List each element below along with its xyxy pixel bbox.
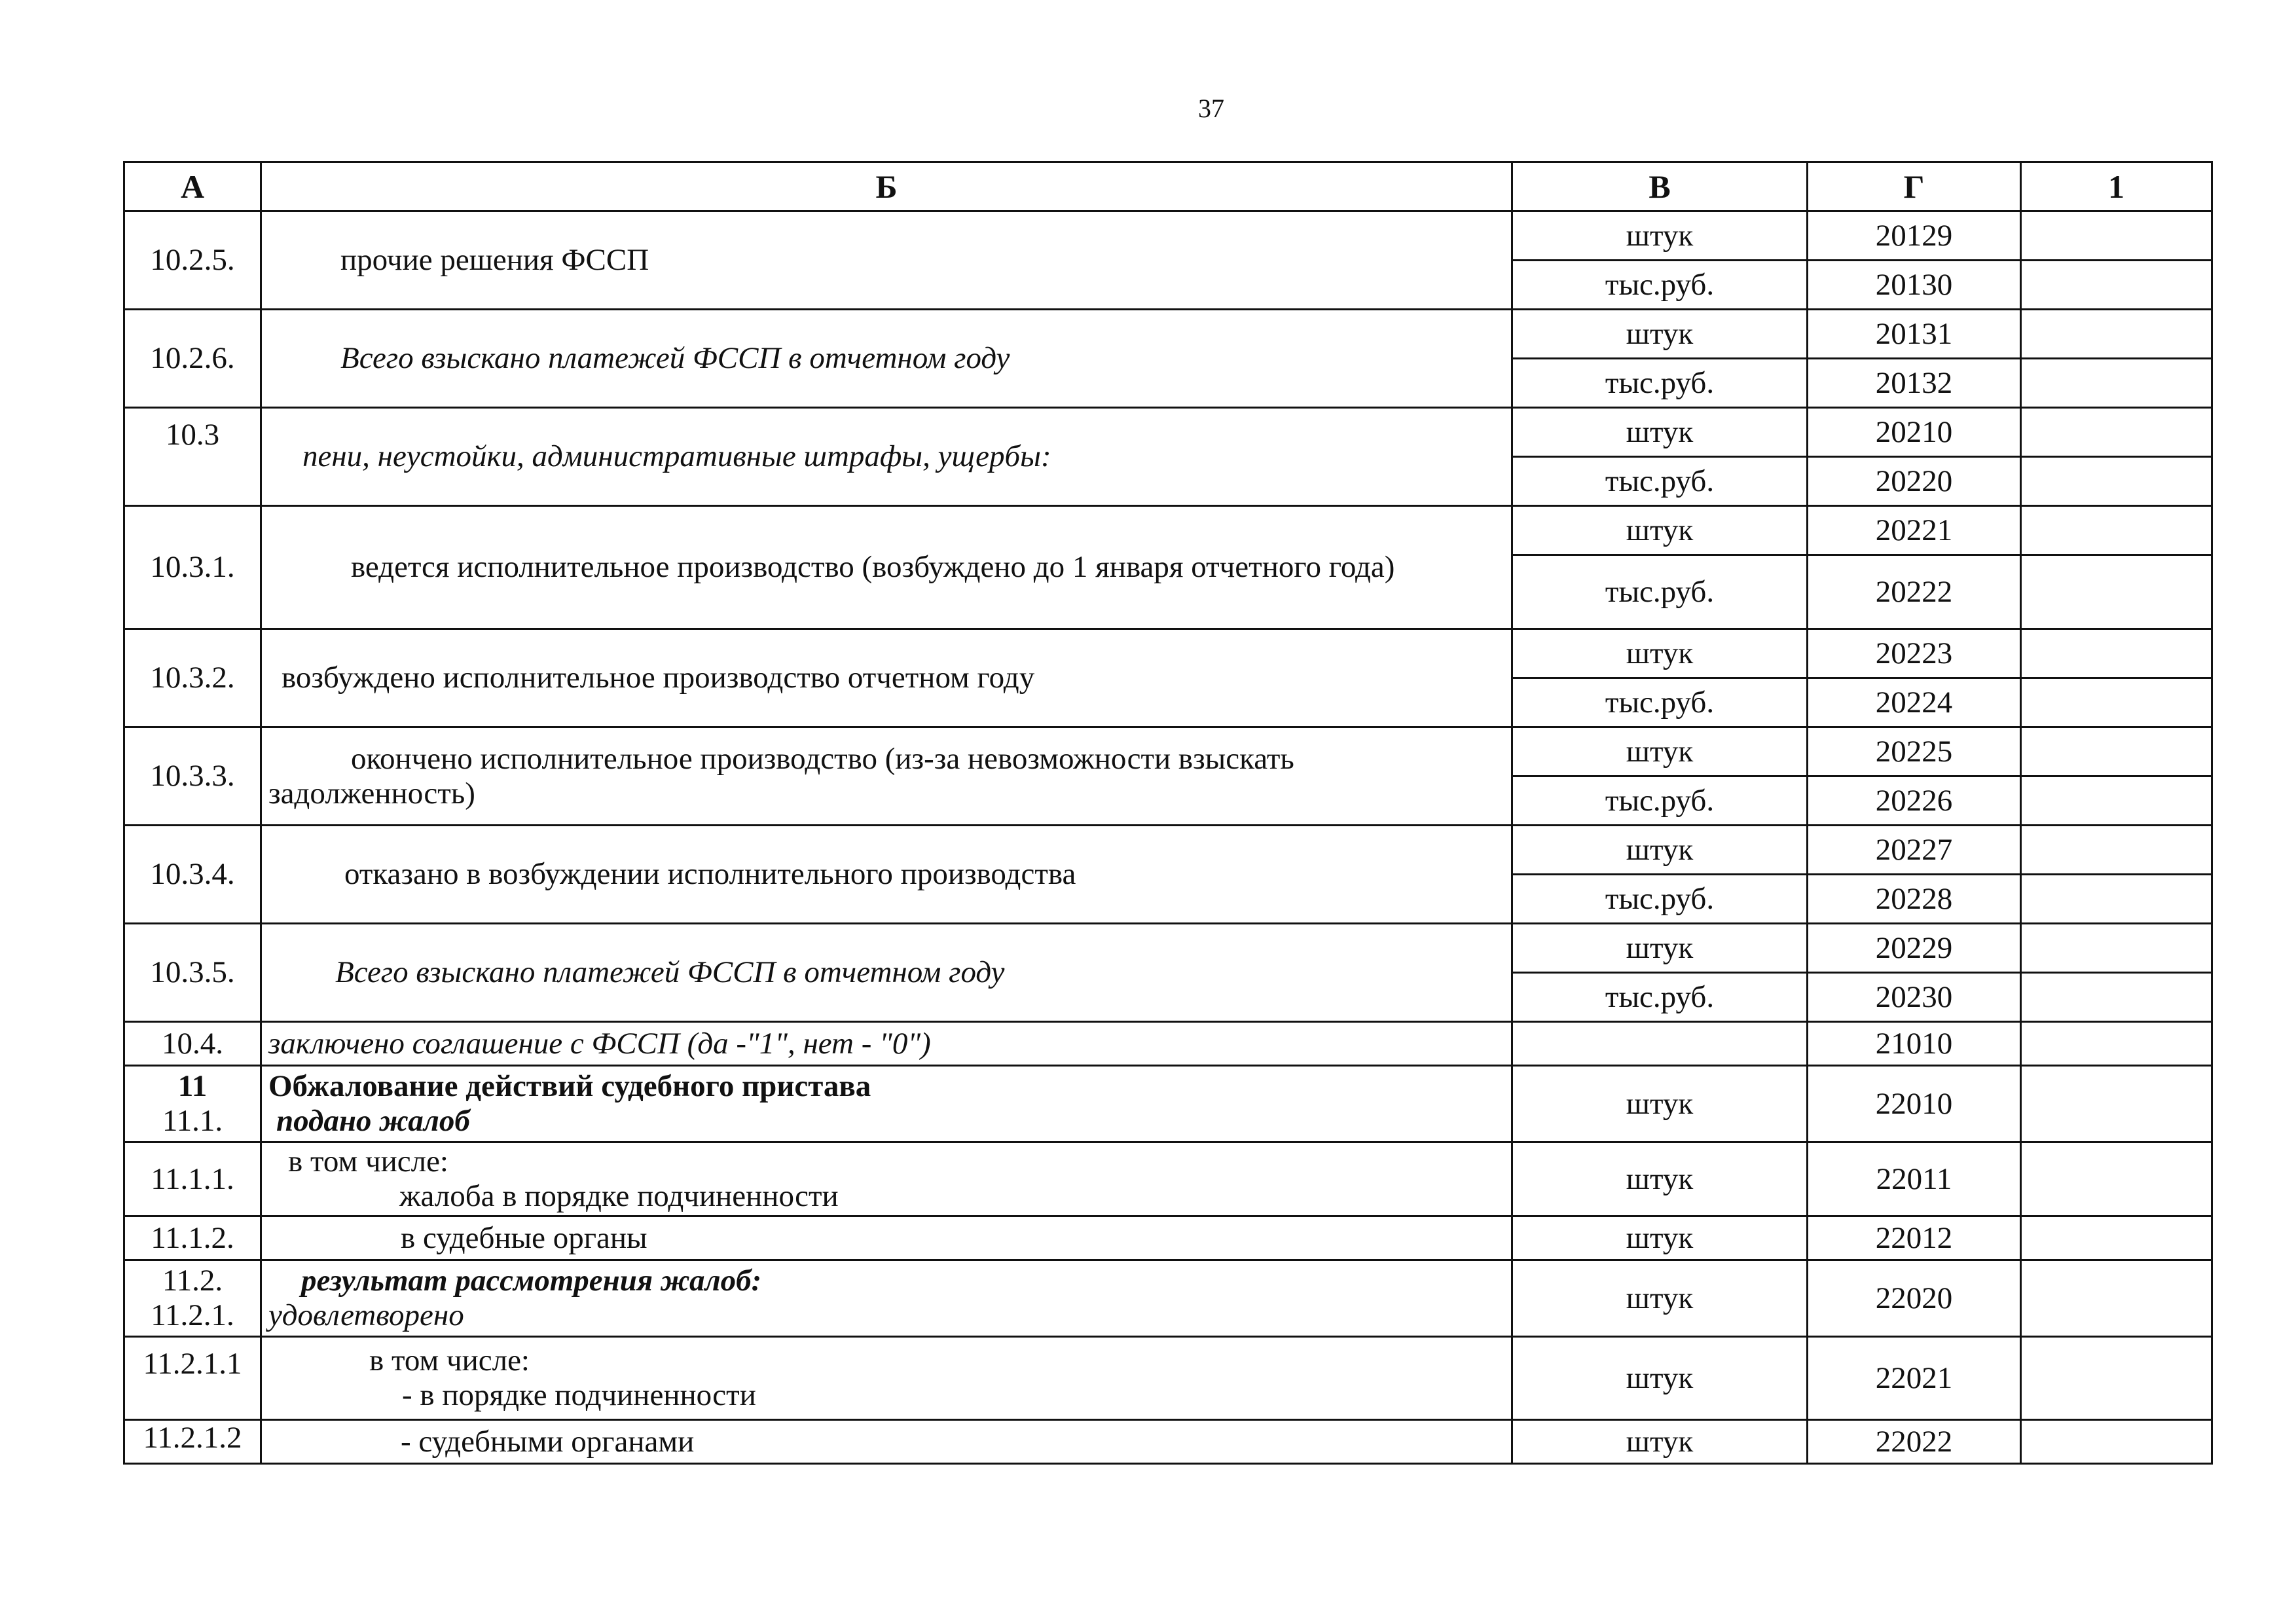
table-row [124,826,2212,875]
row-code: 10.4. [124,1022,261,1066]
row-label: заключено соглашение с ФССП (да -"1", нет - "0") [261,1022,1512,1066]
unit-cell: штук [1512,826,1808,875]
row-code-line-2: 11.2.1. [151,1298,234,1332]
row-label [261,1142,1512,1216]
unit-cell: штук [1512,310,1808,359]
row-code: 10.3.2. [124,629,261,727]
row-code [124,1260,261,1337]
row-code-sub: 11.1. [162,1104,223,1138]
row-label [261,1066,1512,1142]
header-col-g: Г [1808,162,2021,211]
line-code: 20131 [1808,310,2021,359]
row-label: ведется исполнительное производство (возбуждено до 1 января отчетного года) [261,506,1512,629]
row-code: 11.1.2. [124,1216,261,1260]
report-table [123,161,2213,1465]
table-row [124,211,2212,261]
unit-cell: тыс.руб. [1512,678,1808,727]
value-cell[interactable] [2021,1216,2212,1260]
value-cell[interactable] [2021,310,2212,359]
value-cell[interactable] [2021,457,2212,506]
line-code: 20229 [1808,924,2021,973]
row-label: возбуждено исполнительное производство отчетном году [261,629,1512,727]
value-cell[interactable] [2021,1420,2212,1464]
row-code: 10.3.3. [124,727,261,826]
row-label-line-2: - в порядке подчиненности [402,1378,756,1412]
line-code: 22012 [1808,1216,2021,1260]
table-row [124,1337,2212,1420]
table-row [124,1022,2212,1066]
line-code: 20130 [1808,261,2021,310]
table-row [124,629,2212,678]
table-row [124,924,2212,973]
value-cell[interactable] [2021,1337,2212,1420]
line-code: 20222 [1808,555,2021,629]
row-label-line-1: результат рассмотрения жалоб: [301,1264,762,1298]
unit-cell: тыс.руб. [1512,776,1808,826]
section-title: Обжалование действий судебного пристава [268,1069,871,1104]
value-cell[interactable] [2021,1142,2212,1216]
line-code: 22020 [1808,1260,2021,1337]
row-label: - судебными органами [261,1420,1512,1464]
line-code: 20132 [1808,359,2021,408]
unit-cell: штук [1512,211,1808,261]
header-col-v: В [1512,162,1808,211]
value-cell[interactable] [2021,359,2212,408]
row-label-line-1: окончено исполнительное производство (из-за невозможности взыскать [351,741,1294,776]
row-label [261,1337,1512,1420]
row-code: 10.3 [124,408,261,506]
line-code: 20224 [1808,678,2021,727]
row-label [261,1260,1512,1337]
section-code: 11 [177,1069,208,1104]
value-cell[interactable] [2021,408,2212,457]
line-code: 20227 [1808,826,2021,875]
line-code: 20221 [1808,506,2021,555]
value-cell[interactable] [2021,678,2212,727]
line-code: 21010 [1808,1022,2021,1066]
line-code: 22022 [1808,1420,2021,1464]
table-row [124,310,2212,359]
unit-cell: тыс.руб. [1512,457,1808,506]
row-code: 10.3.4. [124,826,261,924]
row-code [124,1066,261,1142]
row-code-line-1: 11.2. [162,1264,223,1298]
value-cell[interactable] [2021,211,2212,261]
row-code: 11.1.1. [124,1142,261,1216]
table-row [124,727,2212,776]
value-cell[interactable] [2021,924,2212,973]
line-code: 20230 [1808,973,2021,1022]
row-label-line-2: подано жалоб [276,1104,470,1138]
unit-cell: штук [1512,1260,1808,1337]
unit-cell: тыс.руб. [1512,973,1808,1022]
line-code: 20210 [1808,408,2021,457]
unit-cell: тыс.руб. [1512,555,1808,629]
row-label: пени, неустойки, административные штрафы, ущербы: [261,408,1512,506]
unit-cell: тыс.руб. [1512,875,1808,924]
row-label: Всего взыскано платежей ФССП в отчетном году [261,924,1512,1022]
table-row [124,408,2212,457]
unit-cell: тыс.руб. [1512,359,1808,408]
header-col-a: А [124,162,261,211]
table-row [124,1260,2212,1337]
line-code: 22011 [1808,1142,2021,1216]
unit-cell: штук [1512,1216,1808,1260]
row-label-line-1: в том числе: [288,1144,448,1179]
line-code: 22010 [1808,1066,2021,1142]
line-code: 20223 [1808,629,2021,678]
unit-cell: штук [1512,1142,1808,1216]
row-code: 10.2.6. [124,310,261,408]
table-row [124,1216,2212,1260]
header-row [124,162,2212,211]
value-cell[interactable] [2021,1022,2212,1066]
value-cell[interactable] [2021,826,2212,875]
value-cell[interactable] [2021,776,2212,826]
unit-cell: штук [1512,924,1808,973]
value-cell[interactable] [2021,875,2212,924]
header-col-1: 1 [2021,162,2212,211]
row-code: 10.3.5. [124,924,261,1022]
line-code: 20228 [1808,875,2021,924]
page-number: 37 [1198,94,1224,123]
row-label: Всего взыскано платежей ФССП в отчетном году [261,310,1512,408]
value-cell[interactable] [2021,1260,2212,1337]
value-cell[interactable] [2021,261,2212,310]
row-code: 11.2.1.2 [124,1420,261,1464]
header-col-b: Б [261,162,1512,211]
row-label [261,727,1512,826]
line-code: 20220 [1808,457,2021,506]
table-row [124,1420,2212,1464]
row-label-line-2: жалоба в порядке подчиненности [399,1179,839,1213]
row-label: отказано в возбуждении исполнительного производства [261,826,1512,924]
table-row [124,506,2212,555]
unit-cell: штук [1512,1066,1808,1142]
table-row [124,1066,2212,1142]
unit-cell: штук [1512,629,1808,678]
row-label: прочие решения ФССП [261,211,1512,310]
value-cell[interactable] [2021,506,2212,555]
row-label-line-1: в том числе: [369,1343,530,1378]
table-row [124,1142,2212,1216]
row-code: 10.2.5. [124,211,261,310]
unit-cell: штук [1512,1337,1808,1420]
row-label: в судебные органы [261,1216,1512,1260]
unit-cell: тыс.руб. [1512,261,1808,310]
value-cell[interactable] [2021,727,2212,776]
unit-cell: штук [1512,506,1808,555]
row-code: 10.3.1. [124,506,261,629]
row-label-line-2: задолженность) [268,776,475,811]
line-code: 20226 [1808,776,2021,826]
unit-cell: штук [1512,1420,1808,1464]
value-cell[interactable] [2021,1066,2212,1142]
value-cell[interactable] [2021,973,2212,1022]
unit-cell: штук [1512,727,1808,776]
value-cell[interactable] [2021,629,2212,678]
unit-cell [1512,1022,1808,1066]
row-code: 11.2.1.1 [124,1337,261,1420]
line-code: 22021 [1808,1337,2021,1420]
line-code: 20129 [1808,211,2021,261]
row-label-line-2: удовлетворено [268,1298,464,1332]
unit-cell: штук [1512,408,1808,457]
line-code: 20225 [1808,727,2021,776]
value-cell[interactable] [2021,555,2212,629]
